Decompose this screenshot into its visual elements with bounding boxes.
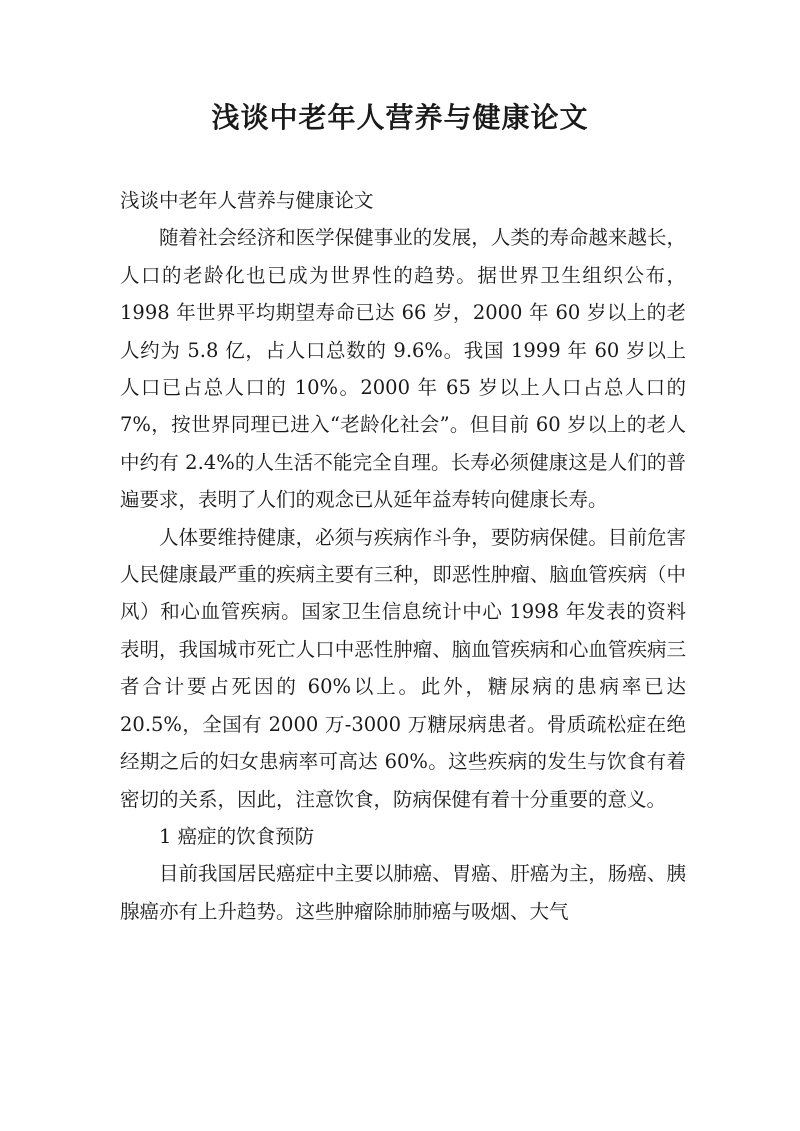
paragraph-intro: 随着社会经济和医学保健事业的发展，人类的寿命越来越长，人口的老龄化也已成为世界性的趋势。据世界卫生组织公布，1998 年世界平均期望寿命已达 66 岁，2000 年 60 岁以上的老人约为 5.8 亿，占人口总数的 9.6%。我国 1999 年 60 岁以上人口已占总人口的 10%。2000 年 65 岁以上人口占总人口的 7%，按世界同理已进入“老龄化社会”。但目前 60 岁以上的老人中约有 2.4%的人生活不能完全自理。长寿必须健康这是人们的普遍要求，表明了人们的观念已从延年益寿转向健康长寿。 [120,226,686,512]
page-title: 浅谈中老年人营养与健康论文 [211,101,589,134]
paragraph-cancer: 目前我国居民癌症中主要以肺癌、胃癌、肝癌为主，肠癌、胰腺癌亦有上升趋势。这些肿瘤除肺肺癌与吸烟、大气 [120,862,686,923]
document-subtitle: 浅谈中老年人营养与健康论文 [120,189,374,212]
paragraph-disease: 人体要维持健康，必须与疾病作斗争，要防病保健。目前危害人民健康最严重的疾病主要有三种，即恶性肿瘤、脑血管疾病（中风）和心血管疾病。国家卫生信息统计中心 1998 年发表的资料表明，我国城市死亡人口中恶性肿瘤、脑血管疾病和心血管疾病三者合计要占死因的 60%以上。此外，糖尿病的患病率已达 20.5%，全国有 2000 万-3000 万糖尿病患者。骨质疏松症在绝经期之后的妇女患病率可高达 60%。这些疾病的发生与饮食有着密切的关系，因此，注意饮食，防病保健有着十分重要的意义。 [120,525,686,811]
document-body [120,182,686,930]
section-heading: 1 癌症的饮食预防 [159,824,315,848]
